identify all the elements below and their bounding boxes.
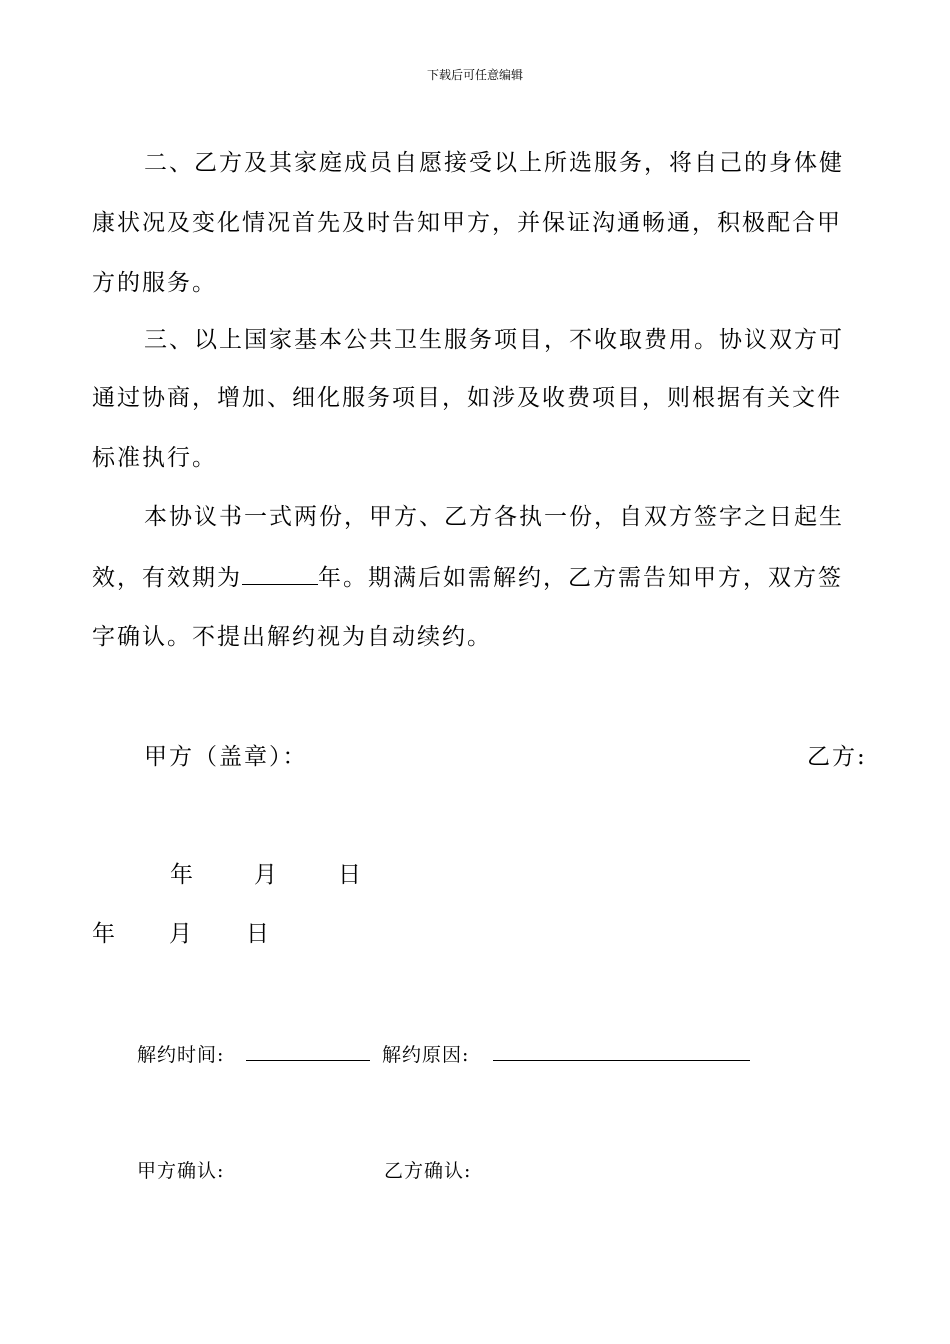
clause-line: 字确认。不提出解约视为自动续约。 <box>92 624 492 650</box>
validity-years-blank[interactable] <box>242 562 318 585</box>
termination-reason-label: 解约原因: <box>382 1044 470 1066</box>
date-a-month: 月 <box>254 862 279 888</box>
date-b-year: 年 <box>92 921 117 947</box>
date-a-year: 年 <box>170 862 195 888</box>
date-b-day: 日 <box>246 921 271 947</box>
date-b-month: 月 <box>169 921 194 947</box>
clause-line: 二、乙方及其家庭成员自愿接受以上所选服务，将自己的身体健 <box>144 150 844 176</box>
party-a-confirm-label: 甲方确认: <box>137 1160 225 1182</box>
page-header: 下载后可任意编辑 <box>426 68 523 82</box>
clause-line: 三、以上国家基本公共卫生服务项目，不收取费用。协议双方可 <box>144 327 844 353</box>
clause-line: 方的服务。 <box>92 270 217 296</box>
date-a-day: 日 <box>338 862 363 888</box>
party-b-confirm-label: 乙方确认: <box>384 1160 472 1182</box>
clause-line: 本协议书一式两份，甲方、乙方各执一份，自双方签字之日起生 <box>144 504 844 530</box>
termination-time-label: 解约时间: <box>137 1044 225 1066</box>
party-a-seal-label: 甲方（盖章）： <box>144 744 308 770</box>
clause-line: 标准执行。 <box>92 445 217 471</box>
clause-line: 通过协商，增加、细化服务项目，如涉及收费项目，则根据有关文件 <box>92 385 842 411</box>
clause-line <box>92 562 843 592</box>
validity-text-before: 效，有效期为 <box>92 565 242 591</box>
party-b-label: 乙方: <box>807 744 867 770</box>
termination-reason-blank[interactable] <box>493 1060 750 1061</box>
clause-line: 康状况及变化情况首先及时告知甲方，并保证沟通畅通，积极配合甲 <box>92 210 842 236</box>
termination-time-blank[interactable] <box>246 1060 370 1061</box>
validity-text-after: 年。期满后如需解约，乙方需告知甲方，双方签 <box>318 565 843 591</box>
